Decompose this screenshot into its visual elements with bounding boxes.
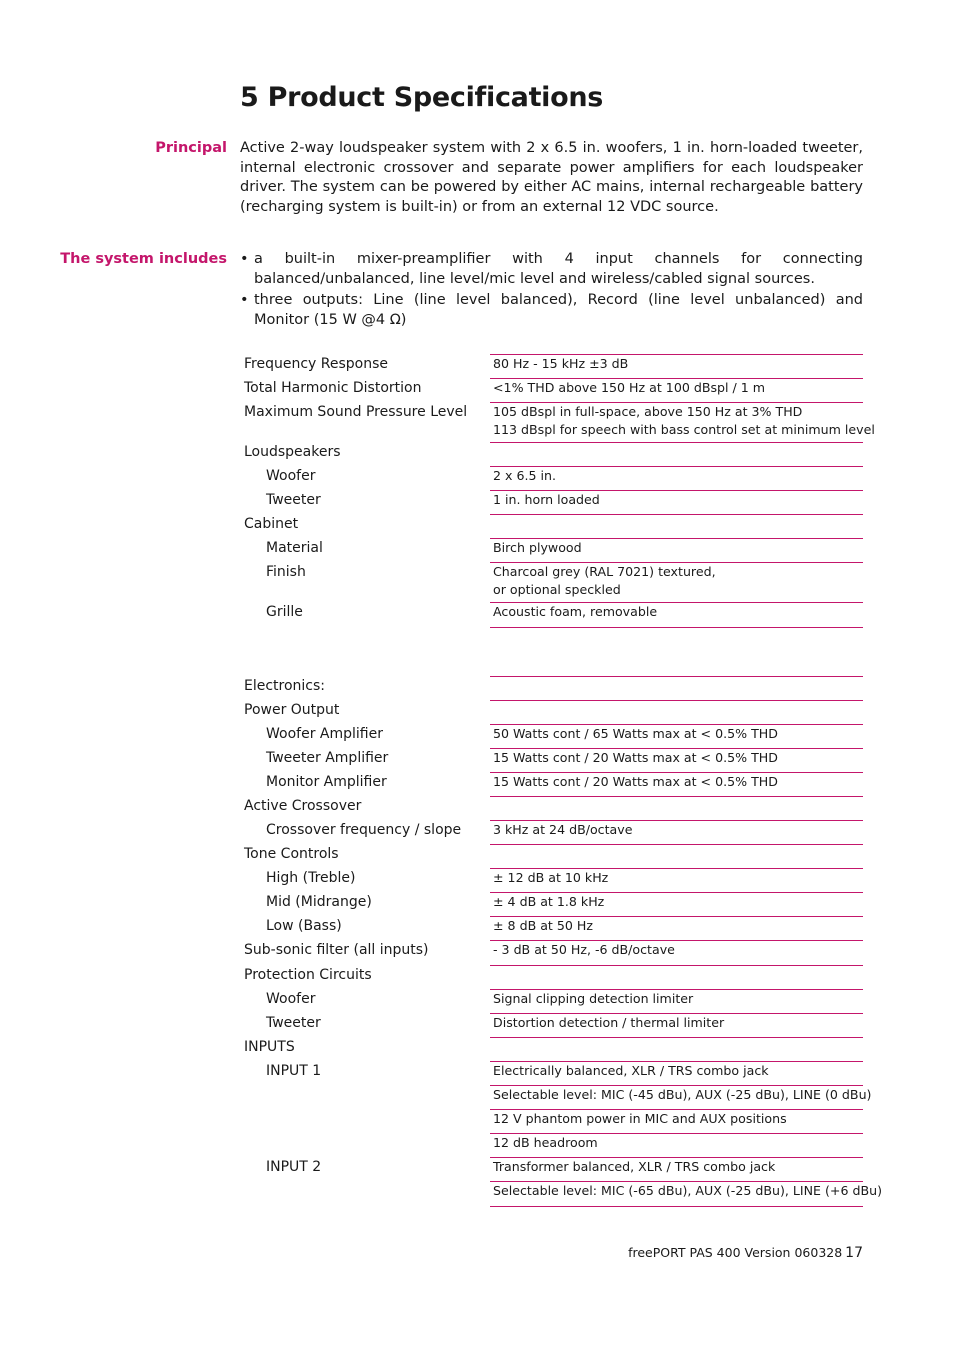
- spec-value: [490, 1061, 863, 1085]
- spec-label: Crossover frequency / slope: [266, 822, 462, 838]
- spec-value-line: 80 Hz - 15 kHz ±3 dB: [493, 356, 629, 371]
- spec-value-line: - 3 dB at 50 Hz, -6 dB/octave: [493, 942, 675, 957]
- spec-label: INPUT 1: [266, 1063, 322, 1079]
- spec-value-line: <1% THD above 150 Hz at 100 dBspl / 1 m: [493, 380, 766, 395]
- spec-value: [490, 940, 863, 964]
- spec-value: [490, 820, 863, 844]
- spec-value: [490, 700, 863, 724]
- list-item: [240, 291, 863, 330]
- spec-value-line: 3 kHz at 24 dB/octave: [493, 822, 633, 837]
- bullet-icon: •: [240, 292, 249, 308]
- spec-value-line: Charcoal grey (RAL 7021) textured,: [493, 564, 716, 579]
- table-divider: [490, 1206, 863, 1207]
- spec-value: [490, 442, 863, 466]
- list-item-text: three outputs: Line (line level balanced), Record (line level unbalanced) and Monitor (15 W @4 Ω): [254, 292, 863, 328]
- spec-value: [490, 724, 863, 748]
- page-footer: [628, 1245, 863, 1261]
- spec-label: Power Output: [244, 702, 340, 718]
- spec-value-line: 12 dB headroom: [493, 1135, 598, 1150]
- page-title: 5 Product Specifications: [240, 82, 604, 113]
- spec-label: Mid (Midrange): [266, 894, 372, 910]
- spec-label: Material: [266, 540, 323, 556]
- spec-value: [490, 1157, 863, 1181]
- spec-value: [490, 1133, 863, 1157]
- spec-value: [490, 844, 863, 868]
- spec-value: [490, 602, 863, 626]
- spec-label: Woofer Amplifier: [266, 726, 383, 742]
- spec-value-line: ± 12 dB at 10 kHz: [493, 870, 609, 885]
- spec-value: [490, 796, 863, 820]
- spec-value: [490, 1013, 863, 1037]
- spec-value: [490, 402, 875, 442]
- spec-value: [490, 1085, 872, 1109]
- spec-label: Low (Bass): [266, 918, 342, 934]
- spec-label: Frequency Response: [244, 356, 389, 372]
- spec-label: Finish: [266, 564, 306, 580]
- spec-value-line: 1 in. horn loaded: [493, 492, 600, 507]
- footer-text: freePORT PAS 400 Version 060328: [628, 1245, 843, 1260]
- spec-value-line: Birch plywood: [493, 540, 582, 555]
- spec-value-line: 12 V phantom power in MIC and AUX positions: [493, 1111, 787, 1126]
- spec-label: Woofer: [266, 468, 316, 484]
- principal-text: Active 2-way loudspeaker system with 2 x 6.5 in. woofers, 1 in. horn-loaded tweeter, internal electronic crossover and separate power amplifiers for each loudspeaker driver. The system can be powered by either AC mains, internal rechargeable battery (recharging system is built-in) or from an external 12 VDC source.: [240, 140, 863, 215]
- spec-value-line: Acoustic foam, removable: [493, 604, 658, 619]
- spec-value-line: Selectable level: MIC (-65 dBu), AUX (-25 dBu), LINE (+6 dBu): [493, 1183, 883, 1198]
- spec-label: Tweeter Amplifier: [266, 750, 389, 766]
- spec-value-line: Signal clipping detection limiter: [493, 991, 694, 1006]
- spec-label: Total Harmonic Distortion: [244, 380, 422, 396]
- spec-label: Electronics:: [244, 678, 326, 694]
- spec-value: [490, 1109, 863, 1133]
- bullet-icon: •: [240, 251, 249, 267]
- spec-value-line: 2 x 6.5 in.: [493, 468, 556, 483]
- spec-label: INPUT 2: [266, 1159, 322, 1175]
- spec-label: Tweeter: [266, 1015, 321, 1031]
- spec-value: [490, 514, 863, 538]
- spec-value: [490, 676, 863, 700]
- spec-value-line: ± 8 dB at 50 Hz: [493, 918, 593, 933]
- spec-label: Grille: [266, 604, 303, 620]
- spec-value-line: Selectable level: MIC (-45 dBu), AUX (-25 dBu), LINE (0 dBu): [493, 1087, 872, 1102]
- spec-value-line: Electrically balanced, XLR / TRS combo jack: [493, 1063, 769, 1078]
- spec-label: Loudspeakers: [244, 444, 341, 460]
- spec-value-line: Distortion detection / thermal limiter: [493, 1015, 725, 1030]
- spec-value: [490, 772, 863, 796]
- spec-label: Monitor Amplifier: [266, 774, 387, 790]
- spec-value: [490, 892, 863, 916]
- spec-value-line: 15 Watts cont / 20 Watts max at < 0.5% THD: [493, 750, 778, 765]
- spec-label: Sub-sonic filter (all inputs): [244, 942, 429, 958]
- spec-value: [490, 490, 863, 514]
- includes-list: [240, 250, 863, 332]
- list-item-text: a built-in mixer-preamplifier with 4 input channels for connecting balanced/unbalanced, line level/mic level and wireless/cabled signal sources.: [254, 251, 863, 287]
- spec-value-line: Transformer balanced, XLR / TRS combo jack: [493, 1159, 776, 1174]
- spec-label: High (Treble): [266, 870, 356, 886]
- spec-label: INPUTS: [244, 1039, 295, 1055]
- spec-value: [490, 378, 863, 402]
- spec-value: [490, 466, 863, 490]
- spec-value: [490, 748, 863, 772]
- spec-label: Woofer: [266, 991, 316, 1007]
- spec-value: [490, 916, 863, 940]
- spec-value-line: ± 4 dB at 1.8 kHz: [493, 894, 605, 909]
- spec-value: [490, 1037, 863, 1061]
- spec-value: [490, 354, 863, 378]
- spec-label: Active Crossover: [244, 798, 362, 814]
- spec-label: Cabinet: [244, 516, 299, 532]
- list-item: [240, 250, 863, 289]
- spec-value: [490, 562, 863, 602]
- principal-label: Principal: [155, 140, 227, 156]
- table-divider: [490, 627, 863, 628]
- spec-label: Tweeter: [266, 492, 321, 508]
- includes-label: The system includes: [60, 251, 227, 267]
- spec-value-line: 50 Watts cont / 65 Watts max at < 0.5% THD: [493, 726, 778, 741]
- spec-value: [490, 965, 863, 989]
- spec-value-line: or optional speckled: [493, 581, 621, 597]
- spec-value: [490, 868, 863, 892]
- page-number: 17: [845, 1245, 863, 1261]
- spec-label: Protection Circuits: [244, 967, 372, 983]
- spec-value-line: 15 Watts cont / 20 Watts max at < 0.5% THD: [493, 774, 778, 789]
- spec-label: Maximum Sound Pressure Level: [244, 404, 468, 420]
- spec-value: [490, 989, 863, 1013]
- spec-value: [490, 538, 863, 562]
- spec-value-line: 113 dBspl for speech with bass control set at minimum level: [493, 421, 875, 437]
- spec-value-line: 105 dBspl in full-space, above 150 Hz at 3% THD: [493, 404, 803, 419]
- spec-label: Tone Controls: [244, 846, 339, 862]
- spec-value: [490, 1181, 883, 1205]
